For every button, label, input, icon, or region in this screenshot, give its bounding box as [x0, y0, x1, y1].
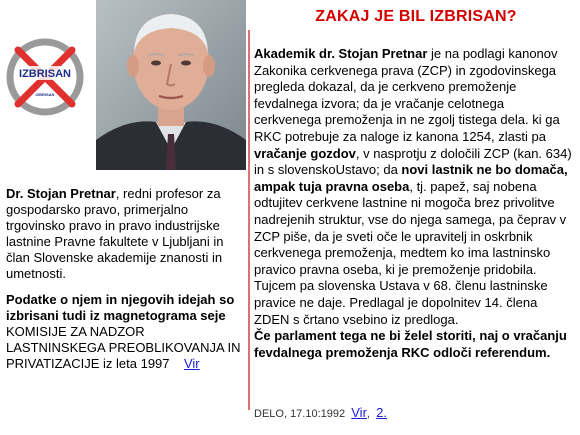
magnetogram-bold-text: Podatke o njem in njegovih idejah so izbrisani tudi iz magnetograma seje — [6, 292, 235, 323]
article-text-1: je na podlagi kanonov Zakonika cerkvenega prava (ZCP) in zgodovinskega pregleda dokazal, da je cerkveno premoženje fevdalnega izvora; da je vračanje celotnega cerkvenega premoženja in ne zgolj tistega dela. ki ga RKC potrebuje za naloge iz kanona 1254, zlasti pa — [254, 46, 560, 144]
biography-text: , redni profesor za gospodarsko pravo, primerjalno trgovinsko pravo in pravo industrijske lastnine Pravne fakultete v Ljubljani in član Slovenske akademije znanosti in umetnosti. — [6, 186, 224, 281]
main-article-text — [254, 46, 574, 361]
source-text: DELO, 17.10:1992 — [254, 408, 346, 420]
portrait-photo — [96, 0, 246, 170]
magnetogram-paragraph — [6, 292, 242, 372]
academic-name: Akademik dr. Stojan Pretnar — [254, 46, 428, 61]
source-line — [254, 405, 387, 420]
new-owner-bold: novi lastnik ne bo domača, ampak tuja pravna oseba — [254, 162, 568, 194]
referendum-bold: Če parlament tega ne bi želel storiti, naj o vračanju fevdalnega premoženja RKC odloči referendum. — [254, 328, 567, 360]
svg-text:IZBRISAN: IZBRISAN — [35, 92, 55, 97]
svg-text:IZBRISAN: IZBRISAN — [19, 68, 71, 80]
article-text-2: , v nasprotju z določili ZCP (kan. 634) in s slovenskoUstavo; da — [254, 145, 572, 178]
source-separator: , — [366, 408, 370, 420]
source-link-vir[interactable]: Vir — [183, 356, 200, 371]
left-column-text — [6, 186, 242, 382]
page-title: ZAKAJ JE BIL IZBRISAN? — [315, 8, 517, 25]
magnetogram-text: KOMISIJE ZA NADZOR LASTNINSKEGA PREOBLIKOVANJA IN PRIVATIZACIJE iz leta 1997 — [6, 324, 241, 371]
izbrisan-stamp-logo — [4, 36, 86, 118]
biography-paragraph — [6, 186, 242, 282]
article-text-3: , tj. papež, saj nobena odtujitev cerkvene lastnine ni mogoča brez privolitve nadrejenih struktur, vse do njega samega, pa čeprav v ZCP piše, da je sveti oče le upravitelj in oskrbnik cerkvenega premoženja, medtem ko ima lastninsko pravico pravna oseba, ki je premoženje pridobila. Tujcem pa slovenska Ustava v 68. členu lastninske pravice ne daje. Predlagal je dopolnitev 14. člena ZDEN s črtano vsebino iz predloga. — [254, 178, 567, 327]
source-link-2[interactable]: 2. — [376, 405, 387, 420]
forest-return-bold: vračanje gozdov — [254, 145, 356, 161]
person-name: Dr. Stojan Pretnar — [6, 186, 116, 201]
source-link-vir-1[interactable]: Vir — [351, 405, 367, 420]
vertical-divider — [248, 30, 250, 410]
